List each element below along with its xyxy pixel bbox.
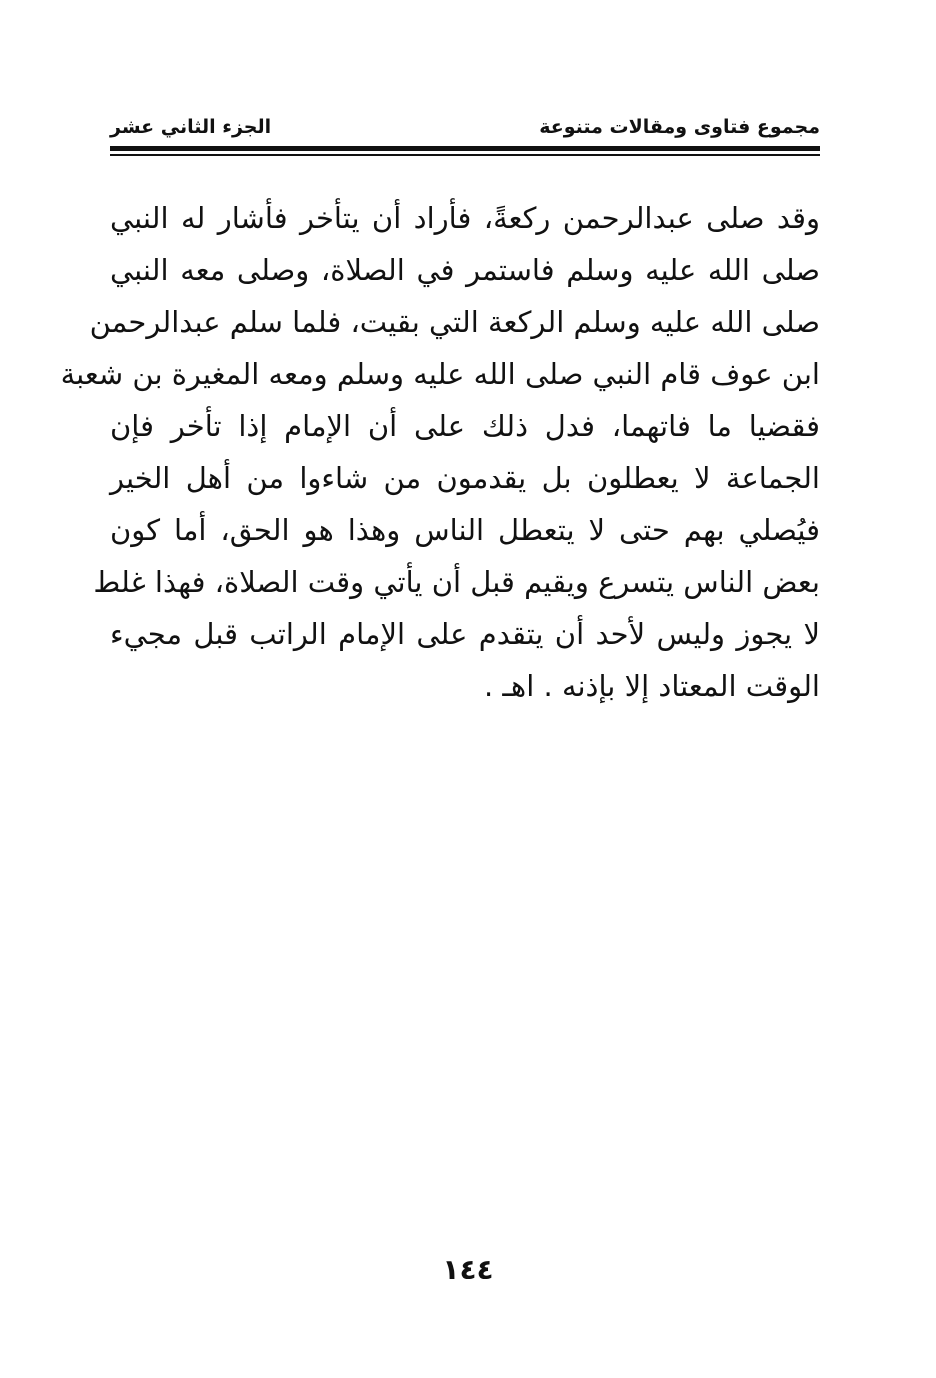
- header-rule-thin: [110, 154, 820, 156]
- running-header: [110, 112, 820, 142]
- text-line: صلى الله عليه وسلم الركعة التي بقيت، فلما سلم عبدالرحمن: [89, 305, 820, 339]
- text-line: وقد صلى عبدالرحمن ركعةً، فأراد أن يتأخر فأشار له النبي: [110, 201, 820, 235]
- text-line: ابن عوف قام النبي صلى الله عليه وسلم ومعه المغيرة بن شعبة: [60, 357, 820, 391]
- page-number: ١٤٤: [442, 1253, 494, 1286]
- text-line: فيُصلي بهم حتى لا يتعطل الناس وهذا هو الحق، أما كون: [110, 513, 820, 547]
- book-title: مجموع فتاوى ومقالات متنوعة: [539, 116, 820, 138]
- text-line: فقضيا ما فاتهما، فدل ذلك على أن الإمام إذا تأخر فإن: [110, 409, 820, 443]
- text-line: الجماعة لا يعطلون بل يقدمون من شاءوا من أهل الخير: [110, 461, 820, 495]
- body-text: [60, 192, 820, 712]
- text-line: لا يجوز وليس لأحد أن يتقدم على الإمام الراتب قبل مجيء: [110, 617, 820, 651]
- volume-label: الجزء الثاني عشر: [110, 116, 272, 138]
- text-line: الوقت المعتاد إلا بإذنه . اهـ .: [484, 669, 820, 703]
- text-line: صلى الله عليه وسلم فاستمر في الصلاة، وصلى معه النبي: [110, 253, 820, 287]
- text-line: بعض الناس يتسرع ويقيم قبل أن يأتي وقت الصلاة، فهذا غلط: [93, 565, 820, 599]
- header-rule-thick: [110, 146, 820, 151]
